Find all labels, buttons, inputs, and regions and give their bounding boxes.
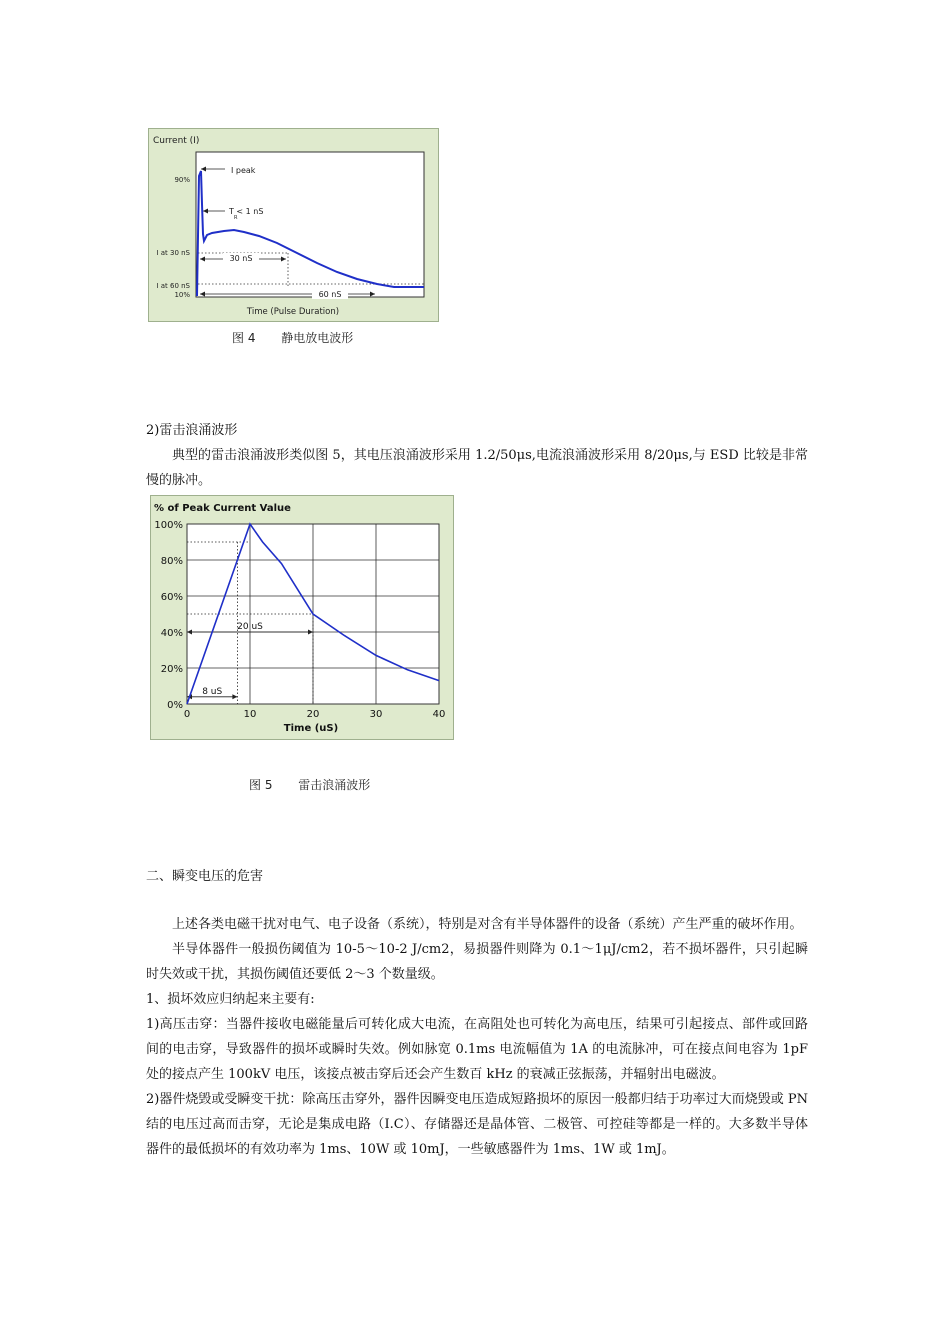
figure-4-caption [232,329,353,346]
surge-section-title: 2)雷击浪涌波形 [146,423,238,438]
figure-4-chart [149,129,438,321]
fig5-y-tick-label: 60% [160,592,183,603]
fig5-y-tick-label: 20% [160,664,183,675]
figure-4-caption-number: 图 4 [232,331,256,345]
fig5-x-axis-label: Time (uS) [283,723,339,734]
fig4-x-axis-label: Time (Pulse Duration) [246,307,340,317]
fig4-tr-label: T < 1 nS [229,207,264,216]
figure-4-caption-title: 静电放电波形 [281,331,354,345]
list-heading: 1、损坏效应归纳起来主要有: [146,992,315,1007]
fig5-x-tick-label: 40 [432,709,446,720]
fig4-y-axis-label: Current (I) [153,136,200,146]
figure-5-chart [151,496,453,739]
fig5-y-tick-label: 100% [154,520,183,531]
fig5-y-tick-label: 40% [160,628,183,639]
fig4-tick-90: 90% [174,176,190,184]
fig5-x-tick-label: 0 [183,709,191,720]
fig4-tick-10: 10% [174,291,190,299]
figure-5-caption [249,776,370,793]
fig5-x-tick-label: 30 [369,709,383,720]
fig5-y-tick-label: 80% [160,556,183,567]
fig4-label-60: 60 nS [318,290,342,299]
fig4-label-30: 30 nS [229,254,253,263]
fig4-ipeak-label: I peak [231,166,256,175]
list-item-2: 2)器件烧毁或受瞬变干扰：除高压击穿外，器件因瞬变电压造成短路损坏的原因一般都归结于功率过大而烧毁或 PN 结的电压过高而击穿，无论是集成电路（I.C）、存储器还是晶体管、二极管、可控硅等都是一样的。大多数半导体器件的最低损坏的有效功率为 1ms、10W 或 10mJ，一些敏感器件为 1ms、1W 或 1mJ。 [146,1092,808,1157]
fig5-chart-title: % of Peak Current Value [154,503,291,514]
figure-5-surge-chart [150,495,454,740]
section-two-heading [146,864,808,889]
fig4-tick-iat60: I at 60 nS [156,282,190,290]
list-item-1: 1)高压击穿：当器件接收电磁能量后可转化成大电流，在高阻处也可转化为高电压，结果可引起接点、部件或回路间的电击穿，导致器件的损坏或瞬时失效。例如脉宽 0.1ms 电流幅值为 1A 的电流脉冲，可在接点间电容为 1pF 处的接点产生 100kV 电压，该接点被击穿后还会产生数百 kHz 的衰减正弦振荡，并辐射出电磁波。 [146,1017,808,1082]
fig5-x-tick-label: 20 [306,709,320,720]
section-two-body [146,912,808,1162]
section-two-title: 二、瞬变电压的危害 [146,869,264,884]
fig5-x-tick-label: 10 [243,709,257,720]
fig5-span-label: 20 uS [237,622,263,632]
paragraph-2: 半导体器件一般损伤阈值为 10-5～10-2 J/cm2，易损器件则降为 0.1～1μJ/cm2，若不损坏器件，只引起瞬时失效或干扰，其损伤阈值还要低 2～3 个数量级。 [146,942,808,982]
fig4-tr-subscript: R [234,215,238,221]
surge-section [146,418,808,493]
figure-5-caption-number: 图 5 [249,778,273,792]
paragraph-1: 上述各类电磁干扰对电气、电子设备（系统），特别是对含有半导体器件的设备（系统）产生严重的破坏作用。 [172,917,803,932]
surge-section-body: 典型的雷击浪涌波形类似图 5，其电压浪涌波形采用 1.2/50μs,电流浪涌波形采用 8/20μs,与 ESD 比较是非常慢的脉冲。 [146,448,808,488]
fig5-span-label: 8 uS [202,686,223,697]
figure-4-esd-waveform [148,128,439,322]
figure-5-caption-title: 雷击浪涌波形 [298,778,371,792]
fig4-tick-iat30: I at 30 nS [156,249,190,257]
fig5-y-tick-label: 0% [167,700,183,711]
